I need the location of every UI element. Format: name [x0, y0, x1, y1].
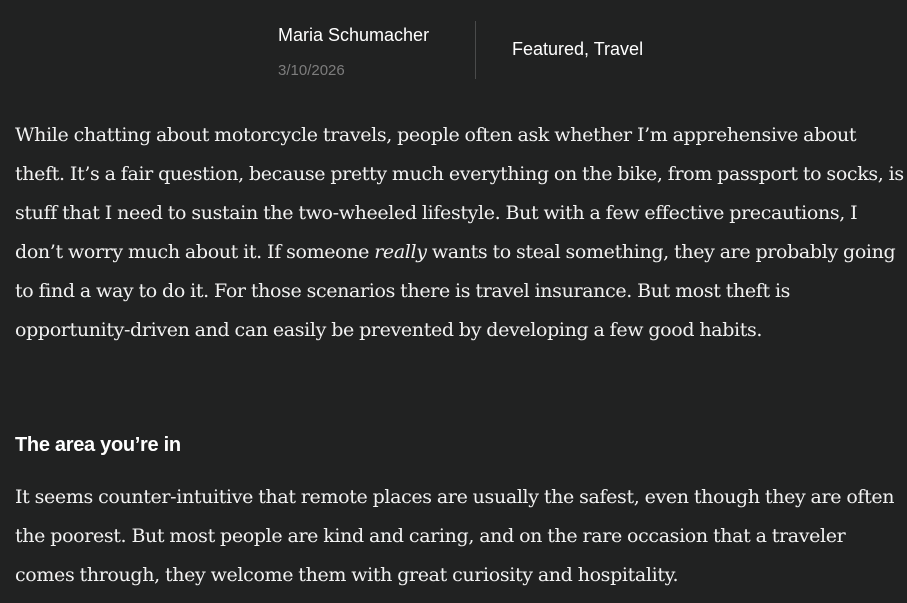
section-paragraph: It seems counter-intuitive that remote places are usually the safest, even though they are often the poorest. But most people are kind and caring, and on the rare occasion that a traveler comes through, they welcome them with great curiosity and hospitality. [15, 486, 895, 586]
intro-text-start: While chatting about motorcycle travels, people often ask whether I’m apprehensive about theft. It’s a fair question, because pretty much everything on the bike, from passport to socks, is stuff that I need to sustain the two-wheeled lifestyle. But with a few effective precautions, I don’t worry much about it. If someone [15, 124, 904, 263]
post-date: 3/10/2026 [278, 62, 345, 79]
post-categories[interactable]: Featured, Travel [512, 39, 644, 59]
intro-emphasis: really [374, 241, 427, 263]
section-heading: The area you’re in [15, 434, 181, 456]
author-name[interactable]: Maria Schumacher [278, 25, 430, 45]
post-meta [0, 0, 907, 90]
article-body [15, 116, 905, 586]
intro-paragraph [15, 116, 905, 350]
intro-text-end: wants to steal something, they are probably going to find a way to do it. For those scenarios there is travel insurance. But most theft is opportunity-driven and can easily be prevented by developing a few good habits. [15, 241, 896, 341]
meta-divider [475, 21, 476, 79]
